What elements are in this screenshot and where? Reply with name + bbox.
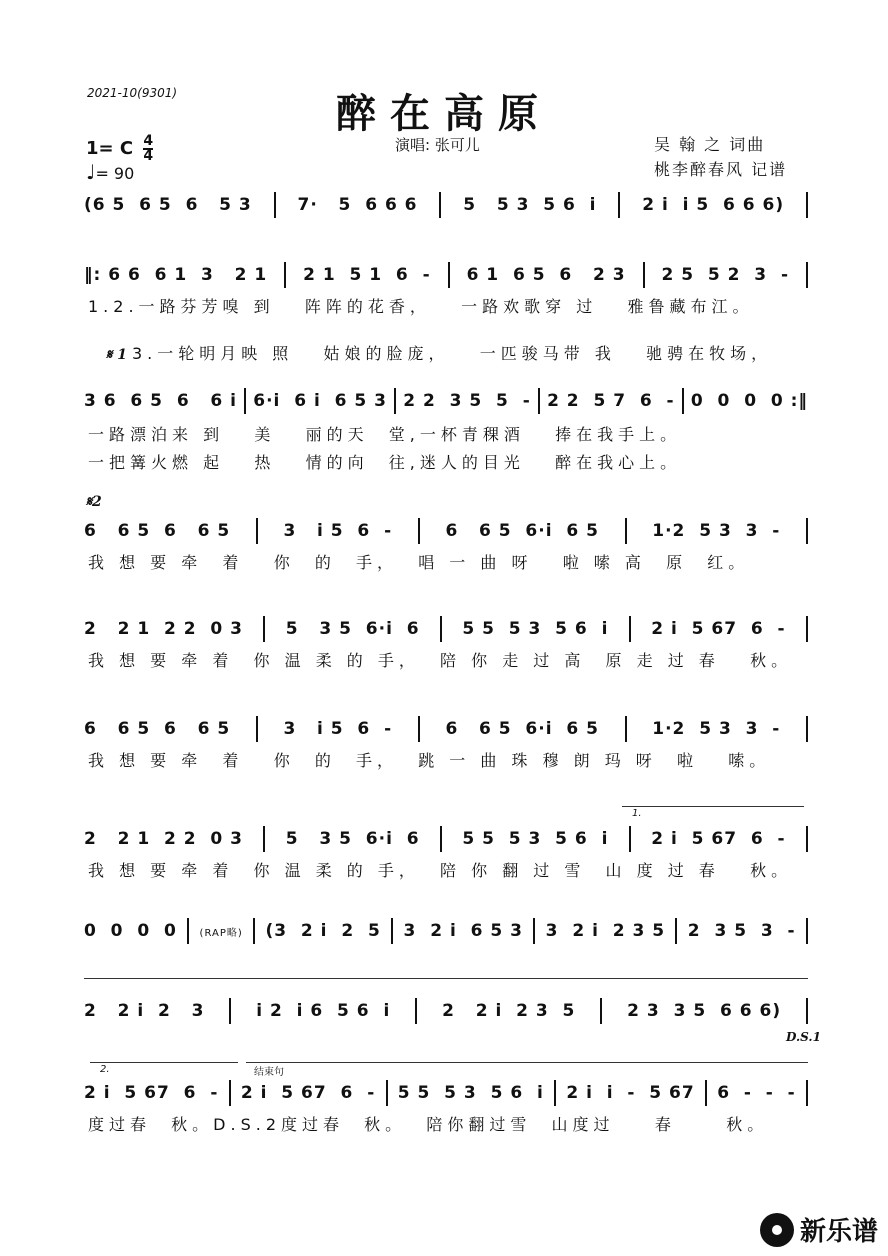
lyric-line: 我 想 要 牵 着 你 温 柔 的 手， 陪 你 走 过 高 原 走 过 春 秋。 — [88, 651, 793, 670]
volta-bracket — [622, 806, 804, 807]
barline — [806, 998, 808, 1024]
measure: 2 i 5 67 6 - — [651, 829, 786, 849]
volta-1-label: 1. — [632, 808, 642, 819]
barline — [554, 1080, 556, 1106]
barline — [229, 1080, 231, 1106]
measure: 6 6 5 6·i 6 5 — [445, 521, 599, 541]
barline — [705, 1080, 707, 1106]
barline — [643, 262, 645, 288]
measure: 0 0 0 0 — [84, 921, 177, 941]
barline — [418, 716, 420, 742]
quarter-note-icon: ♩ — [86, 160, 96, 184]
measure: ‖: 6 6 6 1 3 2 1 — [84, 265, 268, 285]
barline — [448, 262, 450, 288]
barline — [244, 388, 246, 414]
lyric-line: 我 想 要 牵 着 你 的 手， 唱 一 曲 呀 啦 嗦 高 原 红。 — [88, 553, 750, 572]
measure: 7· 5 6 6 6 — [297, 195, 418, 215]
barline — [625, 518, 627, 544]
measure: 1·2 5 3 3 - — [652, 521, 781, 541]
measure: 5 3 5 6·i 6 — [285, 619, 420, 639]
barline — [806, 918, 808, 944]
key-label: 1= C — [86, 138, 134, 159]
time-signature — [143, 135, 153, 163]
barline — [386, 1080, 388, 1106]
interlude-line — [84, 996, 808, 1026]
barline — [253, 918, 255, 944]
measure: 2 3 3 5 6 6 6) — [627, 1001, 782, 1021]
lyric-text: 3.一轮明月映 照 姑娘的脸庞， 一匹骏马带 我 驰骋在牧场， — [131, 344, 773, 363]
barline — [440, 826, 442, 852]
segno-1-mark: 𝄋1 — [106, 347, 132, 363]
measure: 5 5 5 3 5 6 i — [397, 1083, 544, 1103]
barline — [439, 192, 441, 218]
barline — [806, 616, 808, 642]
measure: 2 2 1 2 2 0 3 — [84, 829, 243, 849]
measure: 6 6 5 6·i 6 5 — [445, 719, 599, 739]
barline — [440, 616, 442, 642]
score-code: 2021-10(9301) — [87, 86, 178, 100]
measure: 2 i 5 67 6 - — [84, 1083, 219, 1103]
measure: 2 i 5 67 6 - — [240, 1083, 376, 1103]
measure: 5 5 3 5 6 i — [463, 195, 597, 215]
measure: 3 2 i 2 3 5 — [545, 921, 666, 941]
barline — [806, 192, 808, 218]
measure: 3 i 5 6 - — [283, 719, 393, 739]
volta-bracket — [90, 1062, 238, 1063]
segno-2-mark: 𝄋2 — [86, 494, 102, 510]
barline — [263, 616, 265, 642]
measure: 0 0 0 0 :‖ — [690, 391, 808, 411]
lyric-line: 我 想 要 牵 着 你 温 柔 的 手， 陪 你 翻 过 雪 山 度 过 春 秋。 — [88, 861, 793, 880]
volta-2-label: 2. — [100, 1064, 110, 1075]
rap-line — [84, 916, 808, 946]
ending-line — [84, 1078, 808, 1108]
barline — [625, 716, 627, 742]
lyric-line — [86, 322, 806, 364]
barline — [418, 518, 420, 544]
lyricist-credit: 吴 翰 之 词曲 — [654, 135, 766, 154]
tempo-marking — [86, 160, 134, 184]
barline — [629, 616, 631, 642]
chorus-line-3 — [84, 714, 808, 744]
measure: 2 i i - 5 67 — [566, 1083, 695, 1103]
measure: 3 i 5 6 - — [283, 521, 393, 541]
measure: 2 3 5 3 - — [687, 921, 796, 941]
lyric-line: 我 想 要 牵 着 你 的 手， 跳 一 曲 珠 穆 朗 玛 呀 啦 嗦。 — [88, 751, 771, 770]
rap-omitted-label: (RAP略) — [199, 927, 243, 939]
verse-a-line — [84, 260, 808, 290]
key-signature — [86, 135, 153, 163]
barline — [629, 826, 631, 852]
measure: 2 2 i 2 3 — [84, 1001, 205, 1021]
barline — [263, 826, 265, 852]
measure: 2 i i 5 6 6 6) — [642, 195, 785, 215]
transcriber-credit: 桃李醉春风 记谱 — [654, 160, 788, 179]
barline — [618, 192, 620, 218]
lyric-line: 一路漂泊来 到 美 丽的天 堂,一杯青稞酒 捧在我手上。 — [88, 425, 682, 444]
barline — [391, 918, 393, 944]
measure: 3 2 i 6 5 3 — [403, 921, 523, 941]
barline — [256, 518, 258, 544]
barline — [675, 918, 677, 944]
measure: 2 2 1 2 2 0 3 — [84, 619, 243, 639]
ds1-mark: D.S.1 — [786, 1030, 821, 1044]
barline — [806, 1080, 808, 1106]
measure: (6 5 6 5 6 5 3 — [84, 195, 252, 215]
singer-credit: 演唱: 张可儿 — [395, 136, 480, 154]
barline — [415, 998, 417, 1024]
barline — [806, 716, 808, 742]
measure: i 2 i 6 5 6 i — [256, 1001, 391, 1021]
ending-bracket — [246, 1062, 808, 1063]
barline — [274, 192, 276, 218]
record-disc-icon — [760, 1213, 794, 1247]
barline — [187, 918, 189, 944]
time-top: 4 — [143, 133, 154, 149]
verse-b-line — [84, 386, 808, 416]
measure: 2 5 5 2 3 - — [661, 265, 790, 285]
chorus-line-1 — [84, 516, 808, 546]
measure: 3 6 6 5 6 6 i — [84, 391, 237, 411]
credits — [654, 132, 787, 182]
measure: 6 6 5 6 6 5 — [84, 521, 231, 541]
measure: 6·i 6 i 6 5 3 — [253, 391, 387, 411]
barline — [806, 518, 808, 544]
ending-label: 结束句 — [254, 1067, 284, 1078]
measure: 2 2 i 2 3 5 — [442, 1001, 576, 1021]
lyric-line: 度过春 秋。D.S.2度过春 秋。 陪你翻过雪 山度过 春 秋。 — [88, 1115, 769, 1134]
site-logo — [760, 1211, 878, 1248]
measure: 5 5 5 3 5 6 i — [462, 829, 609, 849]
measure: 6 6 5 6 6 5 — [84, 719, 231, 739]
measure: 6 - - - — [717, 1083, 796, 1103]
lyric-line: 一把篝火燃 起 热 情的向 往,迷人的目光 醉在我心上。 — [88, 453, 682, 472]
barline — [538, 388, 540, 414]
chorus-line-2 — [84, 614, 808, 644]
barline — [806, 826, 808, 852]
barline — [284, 262, 286, 288]
barline — [256, 716, 258, 742]
logo-text: 新乐谱 — [799, 1217, 878, 1247]
measure: 5 3 5 6·i 6 — [285, 829, 420, 849]
chorus-line-4 — [84, 824, 808, 854]
barline — [600, 998, 602, 1024]
tempo-value: = 90 — [95, 164, 135, 183]
measure: 6 1 6 5 6 2 3 — [466, 265, 626, 285]
barline — [394, 388, 396, 414]
measure: (3 2 i 2 5 — [265, 921, 381, 941]
page-title: 醉在高原 — [336, 90, 552, 137]
time-bottom: 4 — [143, 148, 154, 164]
measure: 2 1 5 1 6 - — [303, 265, 431, 285]
measure: 2 2 5 7 6 - — [547, 391, 675, 411]
barline — [806, 262, 808, 288]
measure: 2 i 5 67 6 - — [651, 619, 786, 639]
barline — [682, 388, 684, 414]
slur-line — [84, 978, 808, 979]
barline — [229, 998, 231, 1024]
lyric-line: 1.2.一路芬芳嗅 到 阵阵的花香， 一路欢歌穿 过 雅鲁藏布江。 — [88, 297, 754, 316]
measure: 1·2 5 3 3 - — [652, 719, 781, 739]
barline — [533, 918, 535, 944]
measure: 2 2 3 5 5 - — [403, 391, 531, 411]
intro-line — [84, 190, 808, 220]
measure: 5 5 5 3 5 6 i — [462, 619, 609, 639]
